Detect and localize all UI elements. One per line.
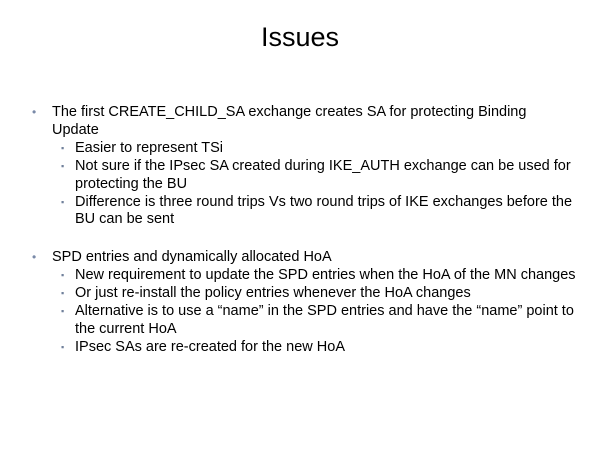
slide-title: Issues xyxy=(260,22,340,52)
sub-bullet-item xyxy=(52,140,577,158)
sub-bullet-square-icon: ▪ xyxy=(61,288,65,299)
sub-bullet-item xyxy=(52,194,577,230)
sub-bullet-square-icon: ▪ xyxy=(61,160,65,171)
bullet-dot-icon: • xyxy=(32,250,37,265)
sub-bullet-item xyxy=(52,158,577,194)
bullet-dot-icon: • xyxy=(32,105,37,119)
sub-bullet-text: IPsec SAs are re-created for the new HoA xyxy=(75,338,345,355)
sub-bullet-item xyxy=(52,303,577,339)
slide-body xyxy=(32,104,577,357)
sub-bullet-square-icon: ▪ xyxy=(61,306,65,317)
bullet-text: SPD entries and dynamically allocated HoA xyxy=(52,249,332,266)
bullet-item xyxy=(32,104,577,229)
sub-bullet-text: Not sure if the IPsec SA created during IKE_AUTH exchange can be used for protecting the BU xyxy=(75,157,571,192)
sub-bullet-item xyxy=(52,267,577,285)
sub-bullet-square-icon: ▪ xyxy=(61,196,65,207)
sub-bullet-text: Alternative is to use a “name” in the SPD entries and have the “name” point to the current HoA xyxy=(75,303,574,337)
sub-bullet-item xyxy=(52,339,577,357)
bullet-item xyxy=(32,249,577,356)
bullet-text: The first CREATE_CHILD_SA exchange creates SA for protecting Binding Update xyxy=(52,104,527,138)
sub-bullet-square-icon: ▪ xyxy=(61,270,65,281)
sub-bullet-text: New requirement to update the SPD entries when the HoA of the MN changes xyxy=(75,267,576,284)
sub-bullet-item xyxy=(52,285,577,303)
sub-bullet-square-icon: ▪ xyxy=(61,142,65,153)
sub-bullet-text: Easier to represent TSi xyxy=(75,139,224,156)
sub-bullet-text: Difference is three round trips Vs two round trips of IKE exchanges before the BU can be sent xyxy=(75,193,573,228)
sub-bullet-text: Or just re-install the policy entries whenever the HoA changes xyxy=(75,285,471,302)
sub-bullet-square-icon: ▪ xyxy=(61,341,65,352)
